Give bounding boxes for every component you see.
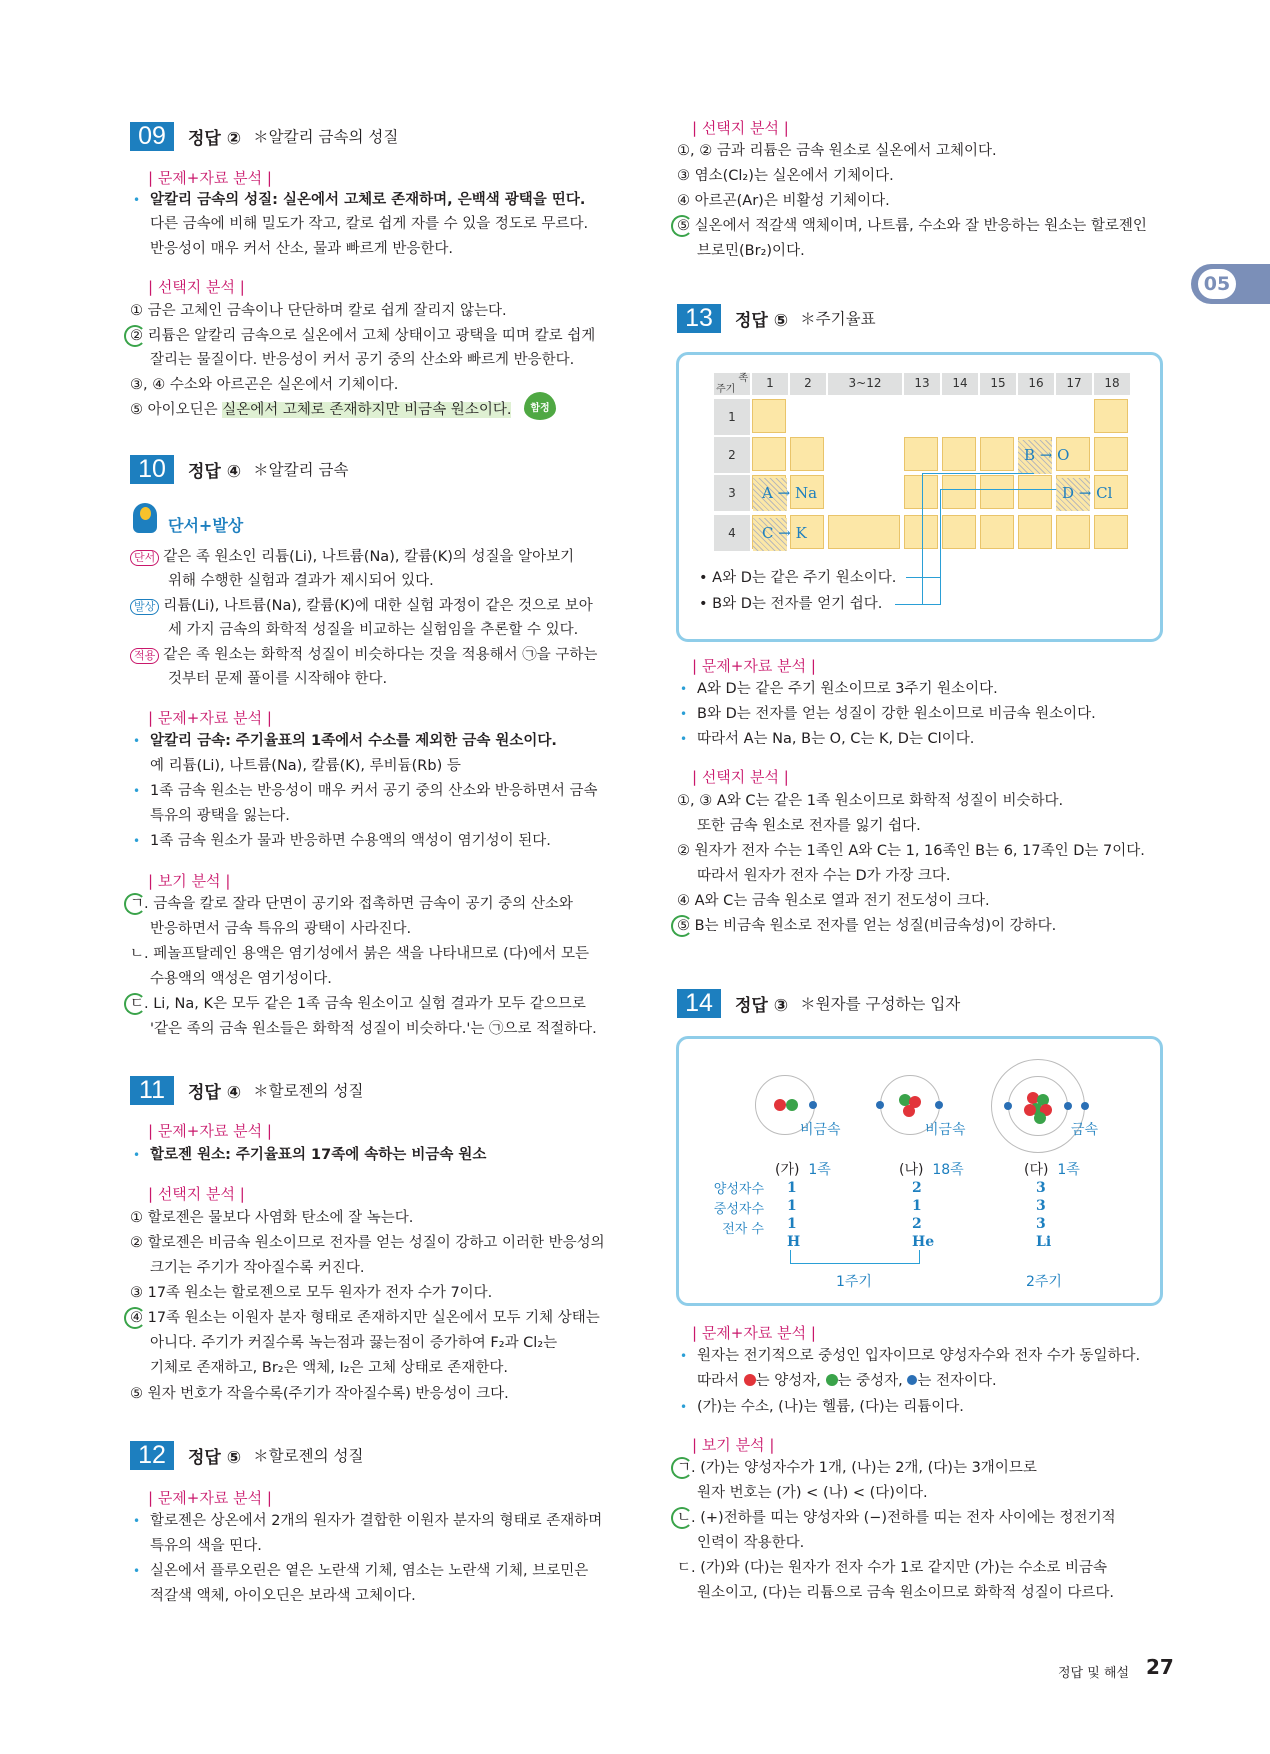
q10-option-1-cont: 반응하면서 금속 특유의 광택이 사라진다. (150, 921, 412, 937)
clue-item: 적용 같은 족 원소는 화학적 성질이 비슷하다는 것을 적용해서 ㉠을 구하는 (130, 645, 597, 665)
electron-icon (1004, 1102, 1012, 1110)
clue-item-cont: 위해 수행한 실험과 결과가 제시되어 있다. (168, 573, 434, 589)
q13-choice-2: ② 원자가 전자 수는 1족인 A와 C는 1, 16족인 B는 6, 17족인 D는 7이다. (677, 843, 1145, 859)
group-header: 1 (752, 373, 788, 395)
chapter-tab-badge: 05 (1196, 267, 1238, 301)
q12-topic: ＊할로젠의 성질 (253, 1447, 364, 1465)
q12-choice-4: ④ 아르곤(Ar)은 비활성 기체이다. (677, 193, 890, 209)
q12-header (130, 1440, 363, 1470)
q14-line: • (가)는 수소, (나)는 헬륨, (다)는 리튬이다. (677, 1397, 964, 1417)
q12-choice-1: ①, ② 금과 리튬은 금속 원소로 실온에서 고체이다. (677, 143, 997, 159)
q11-choice-4: ④ 17족 원소는 이원자 분자 형태로 존재하지만 실온에서 모두 기체 상태는 (130, 1310, 600, 1326)
q14-option-2: ㄴ. (+)전하를 띠는 양성자와 (−)전하를 띠는 전자 사이에는 정전기적 (677, 1510, 1116, 1526)
table-cell (1094, 515, 1128, 549)
table-cell (1094, 437, 1128, 471)
atom-ga-label: (가) 1족 (775, 1162, 831, 1178)
q11-choice-4-cont: 기체로 존재하고, Br₂은 액체, I₂은 고체 상태로 존재한다. (150, 1360, 509, 1376)
q12-line: • 할로젠은 상온에서 2개의 원자가 결합한 이원자 분자의 형태로 존재하며 (130, 1511, 602, 1531)
neutron-icon (826, 1374, 838, 1386)
table-cell (790, 437, 824, 471)
lightbulb-glow-icon (140, 507, 151, 520)
label-d: D → Cl (1062, 484, 1113, 502)
q12-line: 적갈색 액체, 아이오딘은 보라색 고체이다. (150, 1588, 416, 1604)
q10-answer: 정답 ④ (188, 461, 242, 482)
neutron-icon (1034, 1112, 1046, 1124)
q14-option-1: ㄱ. (가)는 양성자수가 1개, (나)는 2개, (다)는 3개이므로 (677, 1460, 1037, 1476)
q12-choice-3: ③ 염소(Cl₂)는 실온에서 기체이다. (677, 168, 894, 184)
q13-choice-5: ⑤ B는 비금속 원소로 전자를 얻는 성질(비금속성)이 강하다. (677, 918, 1057, 934)
period-2-label: 2주기 (1026, 1274, 1062, 1290)
table-cell (1056, 515, 1090, 549)
atom-value: 2 (912, 1180, 922, 1196)
q14-line: • 원자는 전기적으로 중성인 입자이므로 양성자수와 전자 수가 동일하다. (677, 1346, 1140, 1366)
connector-line (906, 577, 940, 578)
q10-line: 특유의 광택을 잃는다. (150, 808, 290, 824)
q13-line: • A와 D는 같은 주기 원소이므로 3주기 원소이다. (677, 679, 998, 699)
q11-choice-2: ② 할로젠은 비금속 원소이므로 전자를 얻는 성질이 강하고 이러한 반응성의 (130, 1235, 605, 1251)
q11-choice-3: ③ 17족 원소는 할로젠으로 모두 원자가 전자 수가 7이다. (130, 1285, 493, 1301)
atom-value: He (912, 1234, 935, 1250)
group-header: 2 (790, 373, 826, 395)
group-header: 18 (1094, 373, 1130, 395)
atom-value: H (787, 1234, 801, 1250)
neutron-icon (786, 1099, 798, 1111)
clue-item-cont: 것부터 문제 풀이를 시작해야 한다. (168, 671, 388, 687)
q09-line: 다른 금속에 비해 밀도가 작고, 칼로 쉽게 자를 수 있을 정도로 무르다. (150, 216, 589, 232)
table-cell (752, 399, 786, 433)
q11-section-choices: | 선택지 분석 | (148, 1185, 245, 1203)
q11-choice-4-cont: 아니다. 주기가 커질수록 녹는점과 끓는점이 증가하여 F₂과 Cl₂는 (150, 1335, 558, 1351)
q11-line: • 할로젠 원소: 주기율표의 17족에 속하는 비금속 원소 (130, 1145, 486, 1165)
q10-line: • 1족 금속 원소는 반응성이 매우 커서 공기 중의 산소와 반응하면서 금속 (130, 781, 598, 801)
proton-icon (744, 1374, 756, 1386)
q14-section-options: | 보기 분석 | (692, 1436, 775, 1454)
q13-section-choices: | 선택지 분석 | (692, 768, 789, 786)
atom-value: 3 (1036, 1198, 1046, 1214)
q14-line: 따라서 는 양성자, 는 중성자, 는 전자이다. (697, 1373, 997, 1389)
table-corner: 족 주기 (716, 373, 748, 395)
label-b: B → O (1024, 446, 1070, 464)
atom-value: 1 (912, 1198, 922, 1214)
connector-line (922, 473, 1034, 604)
label-a: A → Na (762, 484, 818, 502)
q12-section-choices: | 선택지 분석 | (692, 119, 789, 137)
q10-topic: ＊알칼리 금속 (253, 461, 349, 479)
q10-number: 10 (130, 455, 174, 484)
atom-value: 2 (912, 1216, 922, 1232)
label-nonmetal: 비금속 (925, 1122, 966, 1138)
q11-answer: 정답 ④ (188, 1082, 242, 1103)
atom-value: Li (1036, 1234, 1052, 1250)
q13-section-analysis: | 문제+자료 분석 | (692, 657, 816, 675)
q10-option-3-cont: '같은 족의 금속 원소들은 화학적 성질이 비슷하다.'는 ㉠으로 적절하다. (150, 1021, 597, 1037)
electron-icon (935, 1101, 943, 1109)
table-note-1: • A와 D는 같은 주기 원소이다. (699, 570, 897, 586)
q11-choice-1: ① 할로젠은 물보다 사염화 탄소에 잘 녹는다. (130, 1210, 414, 1226)
q14-option-3: ㄷ. (가)와 (다)는 원자가 전자 수가 1로 같지만 (가)는 수소로 비금속 (677, 1560, 1108, 1576)
proton-icon (903, 1105, 915, 1117)
q09-choice-1: ① 금은 고체인 금속이나 단단하며 칼로 쉽게 잘리지 않는다. (130, 303, 507, 319)
q14-answer: 정답 ③ (735, 995, 789, 1016)
group-header: 13 (904, 373, 940, 395)
q10-line: 예 리튬(Li), 나트륨(Na), 칼륨(K), 루비듐(Rb) 등 (150, 758, 461, 774)
q09-number: 09 (130, 122, 174, 151)
group-header: 17 (1056, 373, 1092, 395)
q09-topic: ＊알칼리 금속의 성질 (253, 128, 399, 146)
table-cell (1094, 399, 1128, 433)
q10-section-analysis: | 문제+자료 분석 | (148, 709, 272, 727)
period-1-label: 1주기 (836, 1274, 872, 1290)
q14-topic: ＊원자를 구성하는 입자 (800, 995, 961, 1013)
q11-topic: ＊할로젠의 성질 (253, 1082, 364, 1100)
q09-section-choices: | 선택지 분석 | (148, 278, 245, 296)
footer-label: 정답 및 해설 (1058, 1666, 1130, 1681)
q09-section-analysis: | 문제+자료 분석 | (148, 169, 272, 187)
q10-option-3: ㄷ. Li, Na, K은 모두 같은 1족 금속 원소이고 실험 결과가 모두 같으므로 (130, 996, 586, 1012)
q14-header (677, 988, 960, 1018)
trap-badge-icon: 함정 (524, 392, 556, 420)
q12-answer: 정답 ⑤ (188, 1447, 242, 1468)
q12-number: 12 (130, 1441, 174, 1470)
clue-item: 단서 같은 족 원소인 리튬(Li), 나트륨(Na), 칼륨(K)의 성질을 알아보기 (130, 547, 574, 567)
group-header: 16 (1018, 373, 1054, 395)
proton-icon (774, 1099, 786, 1111)
q11-choice-2-cont: 크기는 주기가 작아질수록 커진다. (150, 1260, 365, 1276)
q11-choice-5: ⑤ 원자 번호가 작을수록(주기가 작아질수록) 반응성이 크다. (130, 1386, 509, 1402)
label-metal: 금속 (1071, 1122, 1099, 1138)
table-cell (904, 437, 938, 471)
q09-choice-2-cont: 잘리는 물질이다. 반응성이 커서 공기 중의 산소와 빠르게 반응한다. (150, 352, 575, 368)
atom-value: 3 (1036, 1216, 1046, 1232)
q14-option-1-cont: 원자 번호는 (가) < (나) < (다)이다. (697, 1485, 928, 1501)
page-number: 27 (1146, 1655, 1174, 1679)
period-header: 2 (714, 437, 750, 473)
q13-choice-1-cont: 또한 금속 원소로 전자를 잃기 쉽다. (697, 818, 921, 834)
q13-number: 13 (677, 304, 721, 333)
atom-value: 1 (787, 1198, 797, 1214)
row-labels: 양성자수 중성자수 전자 수 (713, 1182, 764, 1237)
table-cell (942, 437, 976, 471)
table-note-2: • B와 D는 전자를 얻기 쉽다. (699, 596, 883, 612)
q10-header (130, 454, 348, 484)
q13-topic: ＊주기율표 (800, 310, 876, 328)
q14-section-analysis: | 문제+자료 분석 | (692, 1324, 816, 1342)
q10-line: • 1족 금속 원소가 물과 반응하면 수용액의 액성이 염기성이 된다. (130, 831, 551, 851)
period-header: 3 (714, 475, 750, 511)
table-cell (980, 437, 1014, 471)
atom-da-label: (다) 1족 (1024, 1162, 1080, 1178)
q14-option-2-cont: 인력이 작용한다. (697, 1535, 805, 1551)
highlight: 실온에서 고체로 존재하지만 비금속 원소이다. (222, 402, 512, 418)
atom-value: 3 (1036, 1180, 1046, 1196)
q09-line: • 알칼리 금속의 성질: 실온에서 고체로 존재하며, 은백색 광택을 띤다. (130, 190, 585, 210)
q14-option-3-cont: 원소이고, (다)는 리튬으로 금속 원소이므로 화학적 성질이 다르다. (697, 1585, 1114, 1601)
q12-choice-5: ⑤ 실온에서 적갈색 액체이며, 나트륨, 수소와 잘 반응하는 원소는 할로젠인 (677, 218, 1147, 234)
atom-value: 1 (787, 1180, 797, 1196)
q13-choice-2-cont: 따라서 원자가 전자 수는 D가 가장 크다. (697, 868, 951, 884)
electron-icon (809, 1101, 817, 1109)
period-header: 1 (714, 399, 750, 435)
table-cell (752, 437, 786, 471)
q11-section-analysis: | 문제+자료 분석 | (148, 1122, 272, 1140)
q13-choice-1: ①, ③ A와 C는 같은 1족 원소이므로 화학적 성질이 비슷하다. (677, 793, 1064, 809)
q09-choice-2: ② 리튬은 알칼리 금속으로 실온에서 고체 상태이고 광택을 띠며 칼로 쉽게 (130, 328, 596, 344)
electron-icon (876, 1101, 884, 1109)
label-nonmetal: 비금속 (800, 1122, 841, 1138)
period-header: 4 (714, 515, 750, 551)
electron-icon (1064, 1102, 1072, 1110)
q10-option-2-cont: 수용액의 액성은 염기성이다. (150, 971, 332, 987)
q10-option-1: ㄱ. 금속을 칼로 잘라 단면이 공기와 접촉하면 금속이 공기 중의 산소와 (130, 896, 573, 912)
q13-line: • B와 D는 전자를 얻는 성질이 강한 원소이므로 비금속 원소이다. (677, 704, 1096, 724)
clue-item: 발상 리튬(Li), 나트륨(Na), 칼륨(K)에 대한 실험 과정이 같은 것으로 보아 (130, 596, 593, 616)
connector-line (895, 604, 940, 605)
q09-choice-3: ③, ④ 수소와 아르곤은 실온에서 기체이다. (130, 377, 399, 393)
table-cell (828, 515, 900, 549)
q12-line: 특유의 색을 띤다. (150, 1538, 262, 1554)
q13-header (677, 303, 876, 333)
group-header: 3~12 (828, 373, 902, 395)
q10-option-2: ㄴ. 페놀프탈레인 용액은 염기성에서 붉은 색을 나타내므로 (다)에서 모든 (130, 946, 589, 962)
q12-section-analysis: | 문제+자료 분석 | (148, 1489, 272, 1507)
q11-number: 11 (130, 1076, 174, 1105)
q09-answer: 정답 ② (188, 128, 242, 149)
q13-choice-4: ④ A와 C는 금속 원소로 열과 전기 전도성이 크다. (677, 893, 990, 909)
q09-header (130, 121, 398, 151)
q13-line: • 따라서 A는 Na, B는 O, C는 K, D는 Cl이다. (677, 729, 974, 749)
atom-value: 1 (787, 1216, 797, 1232)
clue-title: 단서+발상 (168, 516, 244, 535)
clue-item-cont: 세 가지 금속의 화학적 성질을 비교하는 실험임을 추론할 수 있다. (168, 622, 579, 638)
q09-choice-5: ⑤ 아이오딘은 실온에서 고체로 존재하지만 비금속 원소이다. (130, 402, 512, 418)
q12-choice-5-cont: 브로민(Br₂)이다. (697, 243, 805, 259)
q12-line: • 실온에서 플루오린은 옅은 노란색 기체, 염소는 노란색 기체, 브로민은 (130, 1561, 588, 1581)
q13-answer: 정답 ⑤ (735, 310, 789, 331)
q09-line: 반응성이 매우 커서 산소, 물과 빠르게 반응한다. (150, 241, 454, 257)
q10-section-options: | 보기 분석 | (148, 872, 231, 890)
electron-icon (1081, 1102, 1089, 1110)
group-header: 15 (980, 373, 1016, 395)
electron-icon (907, 1375, 917, 1385)
atom-na-label: (나) 18족 (899, 1162, 964, 1178)
period-bracket (790, 1250, 920, 1264)
q11-header (130, 1075, 363, 1105)
label-c: C → K (762, 524, 807, 542)
q14-number: 14 (677, 989, 721, 1018)
q10-line: • 알칼리 금속: 주기율표의 1족에서 수소를 제외한 금속 원소이다. (130, 731, 557, 751)
group-header: 14 (942, 373, 978, 395)
